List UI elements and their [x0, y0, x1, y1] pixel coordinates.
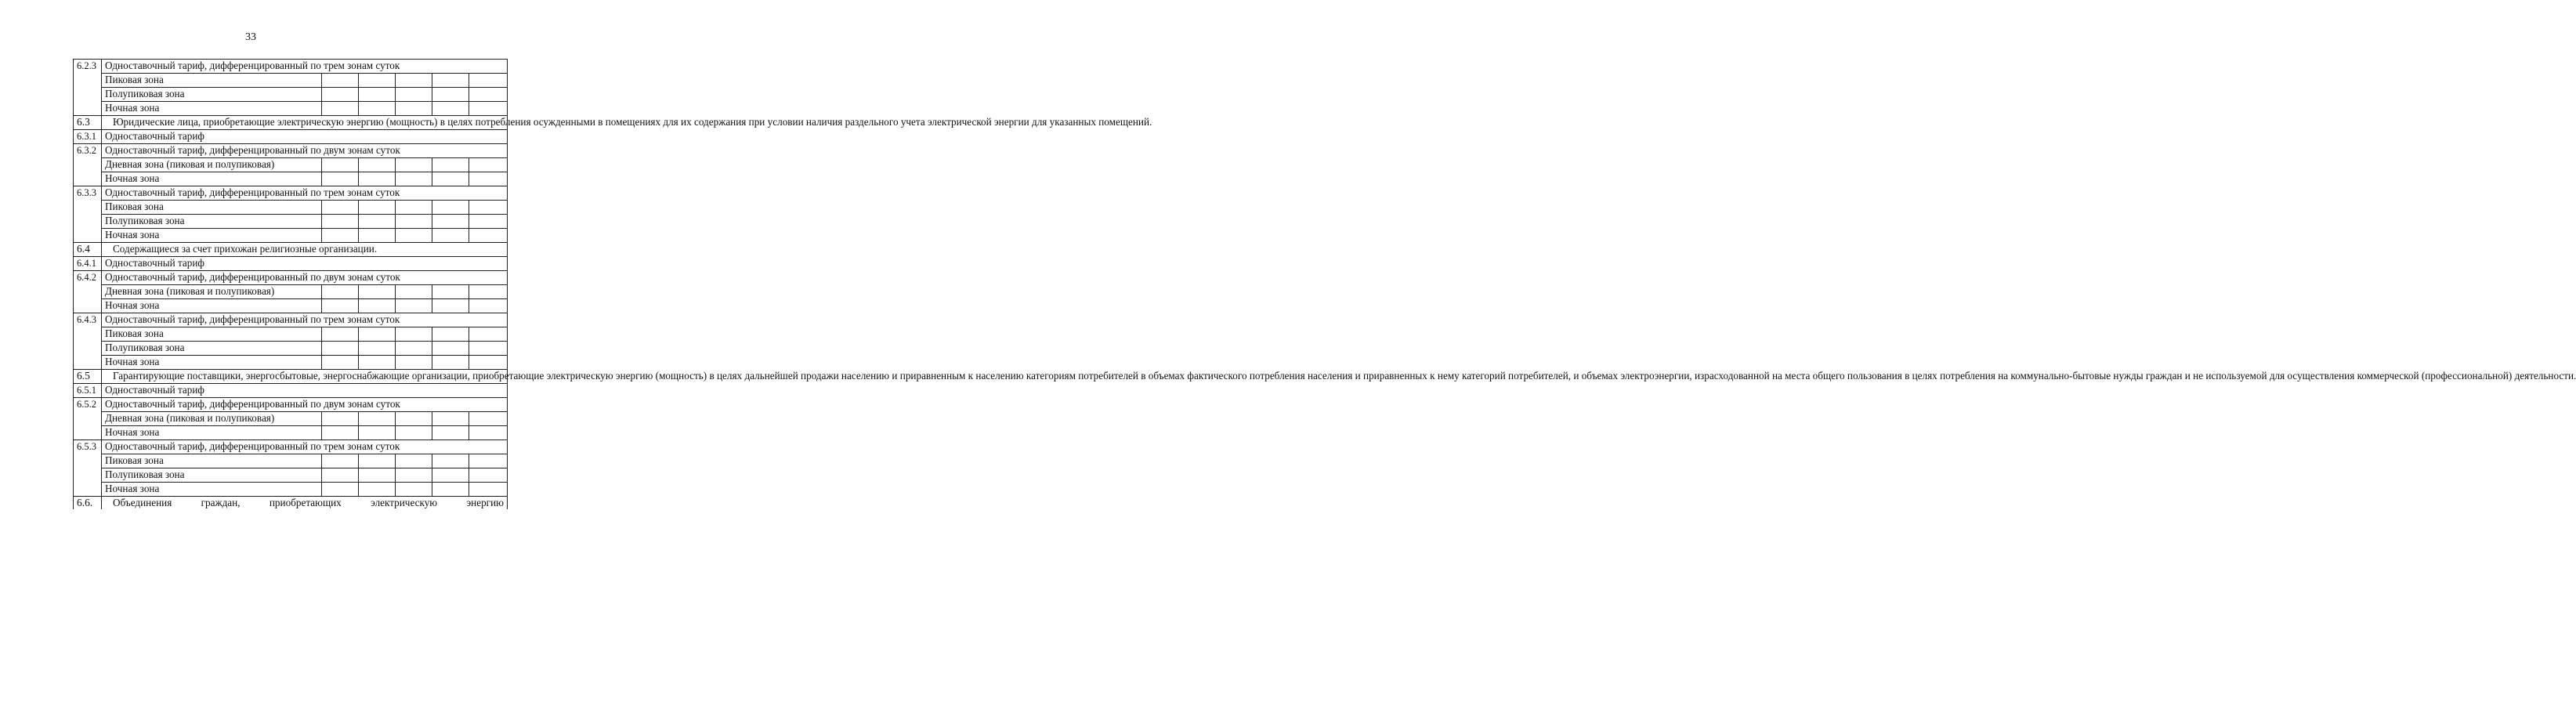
value-cell — [322, 158, 359, 172]
tariff-type: Одноставочный тариф — [102, 130, 508, 144]
value-cell — [432, 201, 469, 215]
table-row — [74, 483, 508, 497]
value-cell — [396, 356, 432, 370]
value-cell — [322, 172, 359, 186]
zone-label: Ночная зона — [102, 102, 322, 116]
table-row — [74, 342, 508, 356]
value-cell — [469, 327, 508, 342]
value-cell — [432, 468, 469, 483]
tariff-table-body — [74, 60, 2576, 510]
value-cell — [469, 468, 508, 483]
row-number: 6.6. — [74, 497, 102, 510]
value-cell — [469, 229, 508, 243]
value-cell — [432, 483, 469, 497]
value-cell — [322, 74, 359, 88]
value-cell — [469, 356, 508, 370]
value-cell — [359, 215, 396, 229]
table-row — [74, 313, 508, 327]
table-row — [74, 497, 508, 510]
table-row — [74, 426, 508, 440]
value-cell — [359, 454, 396, 468]
value-cell — [469, 483, 508, 497]
value-cell — [359, 172, 396, 186]
zone-label: Пиковая зона — [102, 454, 322, 468]
value-cell — [432, 172, 469, 186]
value-cell — [469, 454, 508, 468]
value-cell — [359, 229, 396, 243]
zone-label: Полупиковая зона — [102, 88, 322, 102]
table-row — [74, 88, 508, 102]
value-cell — [432, 74, 469, 88]
zone-label: Полупиковая зона — [102, 468, 322, 483]
value-cell — [322, 229, 359, 243]
table-row — [74, 356, 508, 370]
value-cell — [359, 426, 396, 440]
value-cell — [396, 412, 432, 426]
table-row — [74, 271, 508, 285]
value-cell — [359, 356, 396, 370]
zone-label: Ночная зона — [102, 426, 322, 440]
value-cell — [396, 426, 432, 440]
table-row — [74, 299, 508, 313]
value-cell — [396, 88, 432, 102]
value-cell — [322, 483, 359, 497]
value-cell — [469, 74, 508, 88]
value-cell — [396, 229, 432, 243]
table-row — [74, 172, 508, 186]
value-cell — [322, 201, 359, 215]
value-cell — [432, 342, 469, 356]
table-row — [74, 74, 508, 88]
table-row — [74, 384, 508, 398]
table-row — [74, 327, 508, 342]
value-cell — [432, 88, 469, 102]
value-cell — [322, 88, 359, 102]
table-row — [74, 116, 508, 130]
value-cell — [396, 158, 432, 172]
table-row — [74, 158, 508, 172]
row-number: 6.5 — [74, 370, 102, 384]
table-row — [74, 144, 508, 158]
value-cell — [432, 426, 469, 440]
row-number: 6.4.3 — [74, 313, 102, 370]
value-cell — [396, 299, 432, 313]
tariff-type: Одноставочный тариф, дифференцированный по двум зонам суток — [102, 144, 508, 158]
value-cell — [396, 172, 432, 186]
tariff-type: Одноставочный тариф, дифференцированный по двум зонам суток — [102, 398, 508, 412]
row-number: 6.5.1 — [74, 384, 102, 398]
zone-label: Дневная зона (пиковая и полупиковая) — [102, 412, 322, 426]
value-cell — [359, 327, 396, 342]
value-cell — [396, 454, 432, 468]
consumer-group-description: Объединения граждан, приобретающих электрическую энергию — [102, 497, 508, 510]
table-row — [74, 215, 508, 229]
table-row — [74, 60, 508, 74]
zone-label: Полупиковая зона — [102, 215, 322, 229]
value-cell — [359, 88, 396, 102]
page-number: 33 — [245, 31, 256, 43]
tariff-type: Одноставочный тариф, дифференцированный по трем зонам суток — [102, 186, 508, 201]
tariff-type: Одноставочный тариф, дифференцированный по трем зонам суток — [102, 440, 508, 454]
consumer-group-description: Гарантирующие поставщики, энергосбытовые, энергоснабжающие организации, приобретающие электрическую энергию (мощность) в целях дальнейшей продажи населению и приравненным к населению категориям потребителей в объемах фактического потребления населения и приравненных к нему категорий потребителей, и объемах электроэнергии, израсходованной на места общего пользования в целях потребления на коммунально-бытовые нужды граждан и не используемой для осуществления коммерческой (профессиональной) деятельности. — [102, 370, 508, 384]
table-row — [74, 102, 508, 116]
table-row — [74, 243, 508, 257]
zone-label: Ночная зона — [102, 483, 322, 497]
value-cell — [322, 342, 359, 356]
value-cell — [469, 285, 508, 299]
value-cell — [469, 158, 508, 172]
tariff-table — [73, 59, 2576, 509]
row-number: 6.5.3 — [74, 440, 102, 497]
table-row — [74, 398, 508, 412]
row-number: 6.2.3 — [74, 60, 102, 116]
value-cell — [396, 201, 432, 215]
value-cell — [396, 468, 432, 483]
value-cell — [322, 299, 359, 313]
table-row — [74, 412, 508, 426]
value-cell — [359, 468, 396, 483]
zone-label: Дневная зона (пиковая и полупиковая) — [102, 285, 322, 299]
zone-label: Ночная зона — [102, 229, 322, 243]
tariff-type: Одноставочный тариф, дифференцированный по трем зонам суток — [102, 313, 508, 327]
value-cell — [469, 299, 508, 313]
value-cell — [396, 285, 432, 299]
value-cell — [432, 327, 469, 342]
value-cell — [396, 102, 432, 116]
zone-label: Ночная зона — [102, 172, 322, 186]
tariff-type: Одноставочный тариф, дифференцированный по двум зонам суток — [102, 271, 508, 285]
value-cell — [432, 285, 469, 299]
value-cell — [396, 215, 432, 229]
table-row — [74, 229, 508, 243]
value-cell — [432, 356, 469, 370]
value-cell — [469, 102, 508, 116]
row-number: 6.3 — [74, 116, 102, 130]
table-row — [74, 186, 508, 201]
value-cell — [322, 356, 359, 370]
row-number: 6.4.1 — [74, 257, 102, 271]
value-cell — [432, 158, 469, 172]
value-cell — [469, 215, 508, 229]
value-cell — [359, 342, 396, 356]
value-cell — [359, 285, 396, 299]
value-cell — [469, 201, 508, 215]
value-cell — [322, 102, 359, 116]
value-cell — [359, 412, 396, 426]
zone-label: Полупиковая зона — [102, 342, 322, 356]
table-row — [74, 440, 508, 454]
value-cell — [432, 215, 469, 229]
row-number: 6.3.3 — [74, 186, 102, 243]
table-row — [74, 201, 508, 215]
value-cell — [322, 327, 359, 342]
zone-label: Пиковая зона — [102, 201, 322, 215]
value-cell — [359, 74, 396, 88]
value-cell — [432, 299, 469, 313]
value-cell — [322, 454, 359, 468]
zone-label: Пиковая зона — [102, 327, 322, 342]
value-cell — [432, 102, 469, 116]
value-cell — [469, 172, 508, 186]
row-number: 6.4.2 — [74, 271, 102, 313]
value-cell — [432, 229, 469, 243]
table-row — [74, 454, 508, 468]
table-row — [74, 130, 508, 144]
tariff-type: Одноставочный тариф — [102, 384, 508, 398]
value-cell — [322, 468, 359, 483]
value-cell — [432, 454, 469, 468]
value-cell — [396, 483, 432, 497]
row-number: 6.5.2 — [74, 398, 102, 440]
value-cell — [432, 412, 469, 426]
value-cell — [469, 88, 508, 102]
row-number: 6.3.2 — [74, 144, 102, 186]
value-cell — [359, 299, 396, 313]
consumer-group-description: Юридические лица, приобретающие электрическую энергию (мощность) в целях потребления осужденными в помещениях для их содержания при условии наличия раздельного учета электрической энергии для указанных помещений. — [102, 116, 508, 130]
zone-label: Ночная зона — [102, 299, 322, 313]
zone-label: Ночная зона — [102, 356, 322, 370]
row-number: 6.3.1 — [74, 130, 102, 144]
table-row — [74, 370, 508, 384]
value-cell — [322, 426, 359, 440]
value-cell — [359, 158, 396, 172]
value-cell — [322, 285, 359, 299]
consumer-group-description: Содержащиеся за счет прихожан религиозные организации. — [102, 243, 508, 257]
value-cell — [396, 342, 432, 356]
table-row — [74, 257, 508, 271]
zone-label: Пиковая зона — [102, 74, 322, 88]
value-cell — [396, 74, 432, 88]
table-row — [74, 468, 508, 483]
value-cell — [469, 426, 508, 440]
value-cell — [359, 102, 396, 116]
table-row — [74, 285, 508, 299]
zone-label: Дневная зона (пиковая и полупиковая) — [102, 158, 322, 172]
value-cell — [322, 215, 359, 229]
tariff-type: Одноставочный тариф, дифференцированный по трем зонам суток — [102, 60, 508, 74]
value-cell — [469, 412, 508, 426]
value-cell — [396, 327, 432, 342]
value-cell — [359, 201, 396, 215]
tariff-type: Одноставочный тариф — [102, 257, 508, 271]
value-cell — [469, 342, 508, 356]
row-number: 6.4 — [74, 243, 102, 257]
value-cell — [359, 483, 396, 497]
value-cell — [322, 412, 359, 426]
